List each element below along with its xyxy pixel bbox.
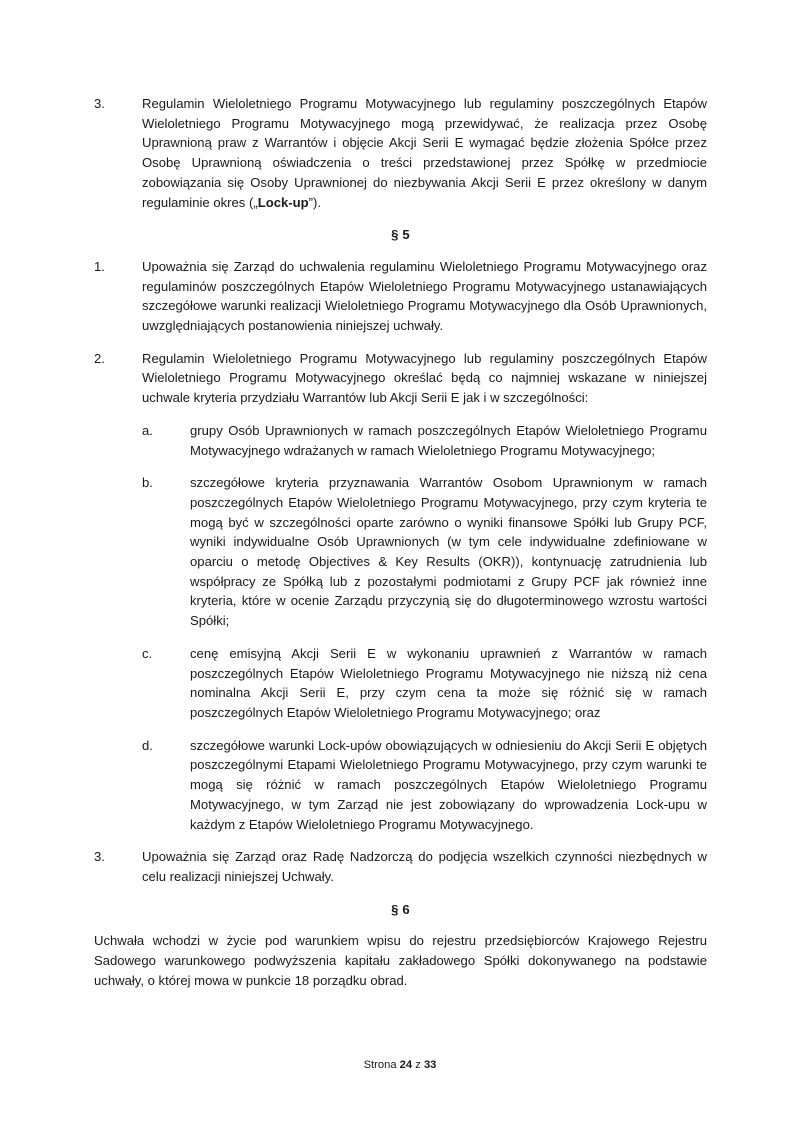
list-item-par5-2 [94, 349, 707, 408]
lock-up-term: Lock-up [257, 194, 309, 210]
list-item-par5-1 [94, 257, 707, 336]
sublist-item-text: cenę emisyjną Akcji Serii E w wykonaniu uprawnień z Warrantów w ramach poszczególnych Etapów Wieloletniego Programu Motywacyjnego nie niższą niż cena nominalna Akcji Serii E, przy czym cena ta może się różnić się w ramach poszczególnych Etapów Wieloletniego Programu Motywacyjnego; oraz [190, 645, 707, 720]
quote-close: ” [308, 194, 314, 210]
footer-total-pages: 33 [423, 1059, 437, 1071]
sublist-par5 [142, 421, 707, 834]
sublist-item-d [142, 736, 707, 835]
page-content [94, 94, 707, 990]
sublist-marker: b. [142, 475, 153, 491]
list-item-3-top [94, 94, 707, 212]
footer-current-page: 24 [399, 1059, 413, 1071]
footer-separator: z [415, 1059, 421, 1071]
list-marker: 3. [94, 96, 105, 111]
sublist-marker: c. [142, 645, 153, 661]
sublist-item-text: szczegółowe kryteria przyznawania Warrantów Osobom Uprawnionym w ramach poszczególnych Etapów Wieloletniego Programu Motywacyjnego, przy czym kryteria te mogą być w szczególności oparte zarówno o wyniki finansowe Spółki lub Grupy PCF, wyniki indywidualne Osób Uprawnionych (w tym cele indywidualne zdefiniowane w oparciu o metodę Objectives & Key Results (OKR)), kontynuację zatrudnienia lub współpracy ze Spółką lub z pozostałymi podmiotami z Grupy PCF jak również inne kryteria, które w ocenie Zarządu przyczynią się do długoterminowego wzrostu wartości Spółki; [190, 475, 707, 629]
page-footer [0, 1057, 800, 1073]
list-marker: 2. [94, 350, 105, 366]
quote-open: „ [253, 194, 258, 210]
list-item-text: Upoważnia się Zarząd do uchwalenia regulaminu Wieloletniego Programu Motywacyjnego oraz regulaminów poszczególnych Etapów Wieloletniego Programu Motywacyjnego ustanawiających szczegółowe warunki realizacji Wieloletniego Programu Motywacyjnego dla Osób Uprawnionych, uwzględniających postanowienia niniejszej uchwały. [142, 258, 707, 334]
sublist-marker: a. [142, 422, 153, 438]
list-item-text: Upoważnia się Zarząd oraz Radę Nadzorczą do podjęcia wszelkich czynności niezbędnych w celu realizacji niniejszej Uchwały. [142, 849, 707, 884]
sublist-item-text: grupy Osób Uprawnionych w ramach poszczególnych Etapów Wieloletniego Programu Motywacyjnego wdrażanych w ramach Wieloletniego Programu Motywacyjnego; [190, 422, 707, 458]
footer-label: Strona [363, 1059, 397, 1071]
section-heading-par-5: § 5 [391, 227, 410, 243]
sublist-item-a [142, 421, 707, 460]
sublist-marker: d. [142, 737, 153, 753]
list-item-text [142, 94, 707, 212]
item-3-main-text: Regulamin Wieloletniego Programu Motywacyjnego lub regulaminy poszczególnych Etapów Wieloletniego Programu Motywacyjnego mogą przewidywać, że realizacja przez Osobę Uprawnioną praw z Warrantów i objęcie Akcji Serii E wymagać będzie złożenia Spółce przez Osobę Uprawnioną oświadczenia o treści przedstawionej przez Spółkę w przedmiocie zobowiązania się Osoby Uprawnionej do niezbywania Akcji Serii E przez określony w danym regulaminie okres ( [142, 96, 707, 210]
list-item-par5-3 [94, 847, 707, 886]
list-item-text: Regulamin Wieloletniego Programu Motywacyjnego lub regulaminy poszczególnych Etapów Wieloletniego Programu Motywacyjnego określać będą co najmniej wskazane w niniejszej uchwale kryteria przydziału Warrantów lub Akcji Serii E jak i w szczególności: [142, 350, 707, 406]
list-marker: 1. [94, 258, 105, 274]
sublist-item-b [142, 473, 707, 631]
list-marker: 3. [94, 849, 105, 865]
item-3-tail: ). [313, 194, 322, 210]
section-heading-par-6: § 6 [391, 901, 410, 917]
sublist-item-text: szczegółowe warunki Lock-upów obowiązujących w odniesieniu do Akcji Serii E objętych poszczególnymi Etapami Wieloletniego Programu Motywacyjnego, przy czym warunki te mogą się różnić w ramach poszczególnych Etapów Wieloletniego Programu Motywacyjnego, w tym Zarząd nie jest zobowiązany do wprowadzenia Lock-upu w każdym z Etapów Wieloletniego Programu Motywacyjnego. [190, 737, 707, 832]
paragraph-par6-body: Uchwała wchodzi w życie pod warunkiem wpisu do rejestru przedsiębiorców Krajowego Rejestru Sadowego warunkowego podwyższenia kapitału zakładowego Spółki dokonywanego na podstawie uchwały, o której mowa w punkcie 18 porządku obrad. [94, 933, 707, 988]
sublist-item-c [142, 644, 707, 723]
